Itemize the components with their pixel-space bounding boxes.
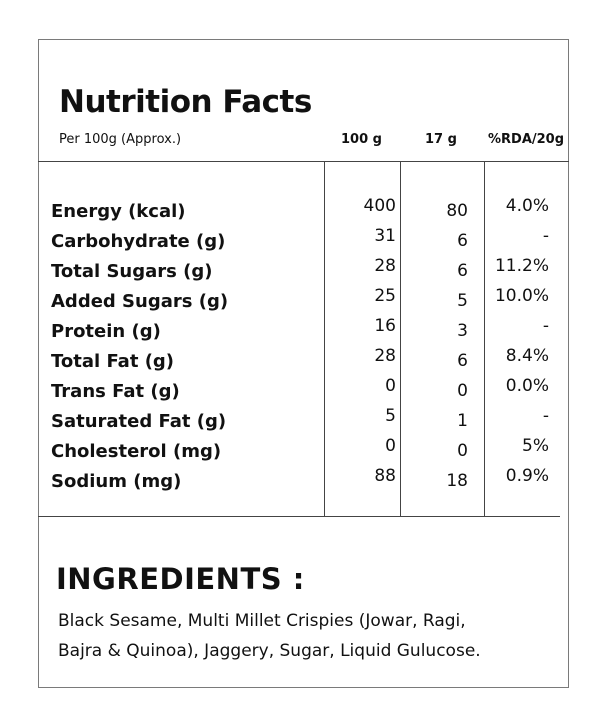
ingredients-heading: INGREDIENTS :	[56, 562, 305, 596]
ingredients-text	[58, 606, 558, 666]
value-100g: 5	[385, 406, 396, 426]
value-100g: 400	[363, 196, 396, 216]
nutrient-label: Sodium (mg)	[51, 471, 182, 492]
value-100g: 88	[374, 466, 396, 486]
nutrient-label: Saturated Fat (g)	[51, 411, 227, 432]
value-rda: -	[542, 226, 549, 246]
value-rda: 4.0%	[505, 196, 549, 216]
header-divider	[38, 161, 569, 162]
value-100g: 0	[385, 436, 396, 456]
value-17g: 5	[457, 291, 468, 311]
per-serving-note: Per 100g (Approx.)	[59, 132, 182, 147]
table-bottom-divider	[38, 516, 560, 517]
value-rda: -	[542, 316, 549, 336]
value-17g: 18	[446, 471, 468, 491]
column-header-100g: 100 g	[341, 132, 382, 147]
value-100g: 25	[374, 286, 396, 306]
value-100g: 28	[374, 346, 396, 366]
value-rda: 0.9%	[505, 466, 549, 486]
value-rda: 11.2%	[494, 256, 549, 276]
value-rda: -	[542, 406, 549, 426]
ingredients-line-2: Bajra & Quinoa), Jaggery, Sugar, Liquid Gulucose.	[58, 641, 481, 661]
value-17g: 6	[457, 261, 468, 281]
ingredients-line-1: Black Sesame, Multi Millet Crispies (Jowar, Ragi,	[58, 611, 466, 631]
nutrient-label: Protein (g)	[51, 321, 161, 342]
column-divider-3	[484, 162, 485, 517]
value-rda: 8.4%	[505, 346, 549, 366]
nutrient-label: Cholesterol (mg)	[51, 441, 222, 462]
nutrient-label: Carbohydrate (g)	[51, 231, 226, 252]
nutrient-label: Total Fat (g)	[51, 351, 175, 372]
nutrient-label: Energy (kcal)	[51, 201, 186, 222]
value-17g: 3	[457, 321, 468, 341]
value-rda: 0.0%	[505, 376, 549, 396]
value-17g: 0	[457, 441, 468, 461]
nutrient-label: Trans Fat (g)	[51, 381, 180, 402]
value-17g: 1	[457, 411, 468, 431]
value-17g: 0	[457, 381, 468, 401]
value-17g: 6	[457, 351, 468, 371]
value-rda: 10.0%	[494, 286, 549, 306]
column-header-17g: 17 g	[425, 132, 457, 147]
value-17g: 6	[457, 231, 468, 251]
value-17g: 80	[446, 201, 468, 221]
nutrient-label: Added Sugars (g)	[51, 291, 229, 312]
value-100g: 28	[374, 256, 396, 276]
value-rda: 5%	[522, 436, 549, 456]
column-divider-2	[400, 162, 401, 517]
column-header-rda: %RDA/20g	[488, 132, 565, 147]
column-divider-1	[324, 162, 325, 517]
nutrient-label: Total Sugars (g)	[51, 261, 213, 282]
value-100g: 16	[374, 316, 396, 336]
value-100g: 0	[385, 376, 396, 396]
value-100g: 31	[374, 226, 396, 246]
nutrition-title: Nutrition Facts	[59, 84, 312, 120]
